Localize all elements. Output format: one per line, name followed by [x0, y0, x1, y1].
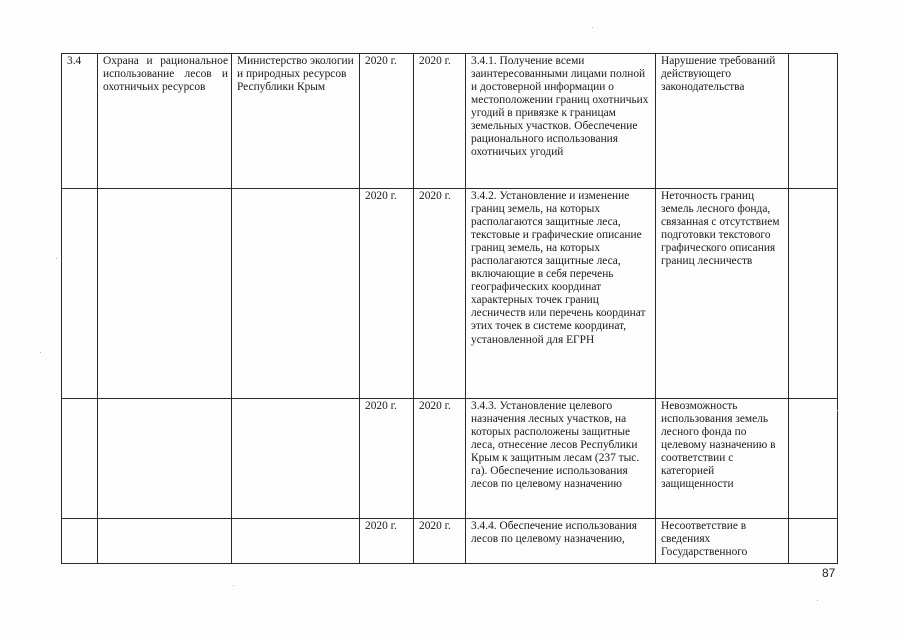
measure-cell: 3.4.1. Получение всеми заинтересованными лицами полной и достоверной информации о местоположении границ охотничьих угодий в привязке к границам земельных участков. Обеспечение рационального использования охотничьих угодий	[466, 54, 656, 189]
table-row	[62, 54, 838, 189]
measure-cell: 3.4.4. Обеспечение использования лесов по целевому назначению,	[466, 519, 656, 564]
scan-speck	[233, 585, 234, 586]
section-title-cell	[98, 189, 232, 399]
start-date-cell: 2020 г.	[360, 519, 414, 564]
measure-cell: 3.4.2. Установление и изменение границ земель, на которых располагаются защитные леса, текстовые и графические описание границ земель, на которых располагаются защитные леса, включающие в себя перечень географических координат характерных точек границ лесничеств или перечень координат этих точек в системе координат, установленной для ЕГРН	[466, 189, 656, 399]
note-cell	[789, 519, 838, 564]
table-row	[62, 399, 838, 519]
end-date-cell: 2020 г.	[414, 189, 466, 399]
table-row	[62, 189, 838, 399]
risk-cell: Нарушение требований действующего законодательства	[656, 54, 789, 189]
scan-speck	[592, 27, 593, 28]
section-title-cell: Охрана и рациональное использование лесов и охотничьих ресурсов	[98, 54, 232, 189]
start-date-cell: 2020 г.	[360, 399, 414, 519]
risk-cell: Несоответствие в сведениях Государственного	[656, 519, 789, 564]
section-number-cell: 3.4	[62, 54, 98, 189]
scan-speck	[817, 600, 818, 601]
measures-table	[61, 53, 838, 564]
executor-cell	[232, 189, 360, 399]
end-date-cell: 2020 г.	[414, 519, 466, 564]
risk-cell: Невозможность использования земель лесного фонда по целевому назначению в соответствии с категорией защищенности	[656, 399, 789, 519]
scan-speck	[40, 352, 41, 353]
executor-cell	[232, 399, 360, 519]
section-title-cell	[98, 399, 232, 519]
scan-speck	[56, 258, 57, 259]
start-date-cell: 2020 г.	[360, 189, 414, 399]
table-row	[62, 519, 838, 564]
note-cell	[789, 399, 838, 519]
note-cell	[789, 189, 838, 399]
section-number-cell	[62, 189, 98, 399]
scan-speck	[837, 410, 838, 411]
page-number: 87	[822, 566, 836, 580]
section-number-cell	[62, 519, 98, 564]
start-date-cell: 2020 г.	[360, 54, 414, 189]
section-number-cell	[62, 399, 98, 519]
measure-cell: 3.4.3. Установление целевого назначения лесных участков, на которых расположены защитные леса, отнесение лесов Республики Крым к защитным лесам (237 тыс. га). Обеспечение использования лесов по целевому назначению	[466, 399, 656, 519]
risk-cell: Неточность границ земель лесного фонда, связанная с отсутствием подготовки текстового графического описания границ лесничеств	[656, 189, 789, 399]
end-date-cell: 2020 г.	[414, 54, 466, 189]
executor-cell: Министерство экологии и природных ресурсов Республики Крым	[232, 54, 360, 189]
note-cell	[789, 54, 838, 189]
executor-cell	[232, 519, 360, 564]
section-title-cell	[98, 519, 232, 564]
end-date-cell: 2020 г.	[414, 399, 466, 519]
